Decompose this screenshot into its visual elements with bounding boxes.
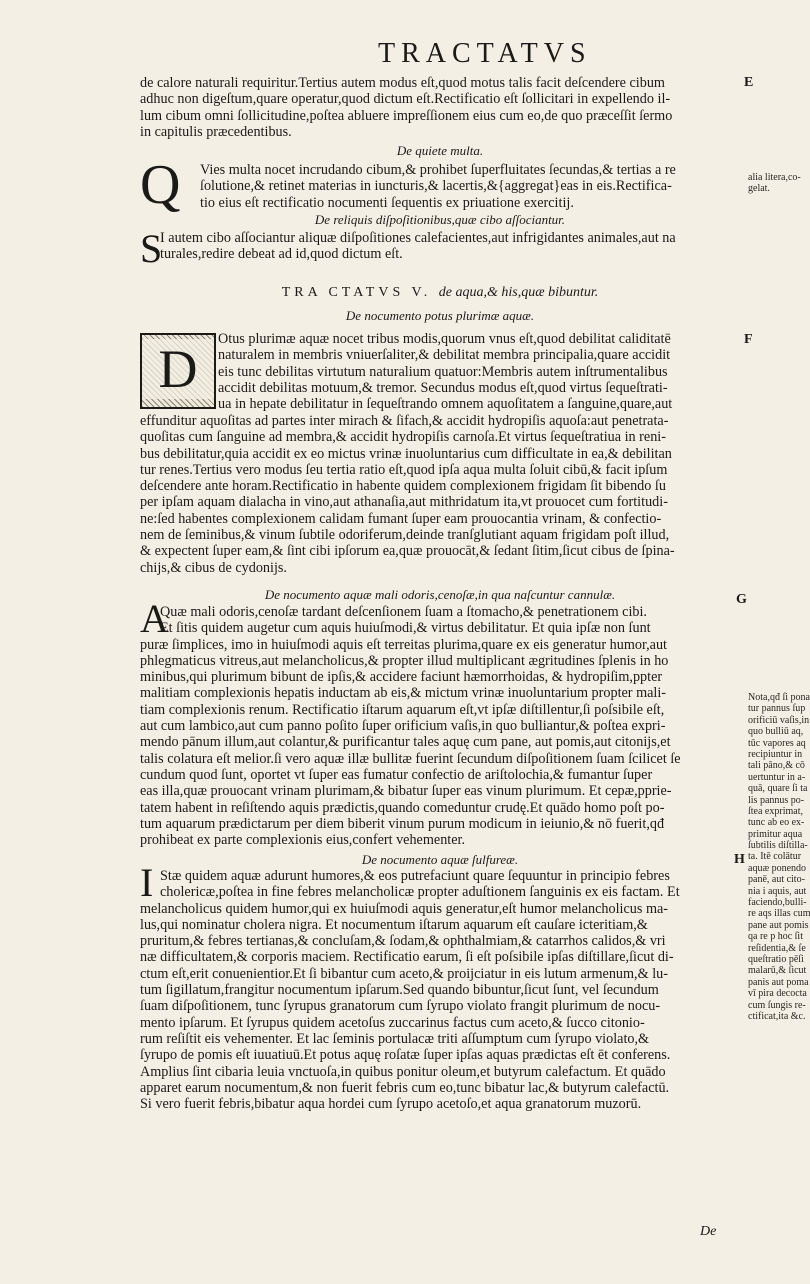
margin-note-line: alia litera,co- [748, 172, 801, 183]
margin-note-line: faciendo,bulli- [748, 897, 807, 909]
paragraph-potus [140, 413, 740, 576]
text-line: tum ſigillatum,frangitur nocumentum ipſarum.Sed quando bibuntur,ſicut ſunt, vel ſecundum [140, 982, 659, 999]
text-line: cholericæ,poſtea in fine febres melancholicæ propter aduſtionem ſanguinis ex eis factam. Et [160, 884, 680, 901]
text-line: rum reſiſtit eis vehementer. Et lac ſeminis portulacæ triti aſſumptum cum ſyrupo violato,& [140, 1030, 650, 1047]
margin-note-line: uertuntur in a- [748, 771, 806, 783]
text-line: prohibeat ex parte complexionis eius,confert vehementer. [140, 832, 466, 849]
decorated-initial-letter: D [142, 339, 214, 399]
text-line: bus debilitatur,quia accidit ex eo mictus vrinæ inuoluntarius cum difficultate in ea,& debilitan [140, 445, 672, 462]
text-line: mendo pānum illum,aut colantur,& purificantur tales aquę cum pane, aut pomis,aut citonijs,et [140, 734, 671, 751]
text-line: ua in hepate debilitatur in ſequeſtrando omnem aquoſitatem a ſanguine,quare,aut [218, 396, 673, 413]
margin-note-line: tur pannus ſup [748, 703, 806, 715]
text-line: ne:ſed habentes complexionem calidam fumant ſuper eam prouocantia vrinam, & confectio- [140, 510, 662, 527]
text-line: eas illa,quæ prouocant vrinam plurimam,& bibatur ſuper eas vinum plurimum. Et cepæ,pprie- [140, 783, 672, 800]
text-line: minibus,qui plurimum bibunt de ipſis,& accidere faciunt hæmorrhoidas, & hydropiſim,ppter [140, 669, 663, 686]
text-line: adhuc non digeſtum,quare operatur,quod dictum eſt.Rectificatio eſt ſollicitari in expellendo il- [140, 91, 671, 108]
text-line: mento ipſarum. Et ſyrupus quidem acetoſus zuccarinus factus cum aceto,& ſucco citonio- [140, 1014, 645, 1031]
text-line: per ipſam aquam dialacha in vino,aut athanaſia,aut mithridatum ita,vt prouocet cum fortitudi- [140, 494, 668, 511]
margin-letter-e: E [744, 75, 754, 90]
text-line: lus,qui nominatur cholera nigra. Et nocumentum iſtarum aquarum eſt cauſare icteritiam,& [140, 916, 648, 933]
text-line: cundum quod ſunt, oportet vt ſuper eas fumatur confectio de ariſtolochia,& fumantur ſuper [140, 766, 653, 783]
text-line: talis colatura eſt melior.ſi vero aquæ illæ bullitæ fuerint ſecundum diſpoſitionem ſuam ſcilicet ſe [140, 750, 681, 767]
section-heading-nocumento-aquae: De nocumento potus plurimæ aquæ. [345, 308, 535, 323]
margin-note-line: gelat. [748, 183, 770, 195]
text-line: Otus plurimæ aquæ nocet tribus modis,quorum vnus eſt,quod debilitat caliditatē [218, 331, 671, 347]
drop-capital-q: Q [140, 154, 181, 216]
margin-note-line: panis aut poma [748, 976, 809, 988]
drop-capital-a: A [140, 596, 169, 641]
margin-letter-f: F [744, 332, 753, 347]
drop-capital-i: I [140, 860, 154, 905]
text-line: tum aquarum prædictarum per diem biberit vinum purum modicum in ieiunio,& nō fuerit,qđ [140, 815, 665, 832]
text-line: naturalem in membris vniuerſaliter,& debilitat membra principalia,quare accidit [218, 347, 671, 364]
text-line: chijs,& cibus de cydonijs. [140, 559, 287, 576]
margin-note-line: qa re p hoc ſit [748, 931, 803, 943]
text-line: phlegmaticus vitreus,aut melancholicus,& propter illud multiplicant ægritudines ſplenis in ho [140, 652, 669, 669]
paragraph-continuation [140, 75, 740, 140]
paragraph-quiete [140, 154, 740, 216]
margin-note-line: ctificat,ita &c. [748, 1010, 806, 1022]
text-line: nem de ſeminibus,& vinum ſubtile odoriferum,deinde tranſglutiant aquam frigidam poſt illud, [140, 527, 670, 544]
text-line: tatem habent in reſiſtendo aquis prædictis,quando comeduntur crudę.Et quādo homo poſt po- [140, 799, 665, 816]
text-line: aut cum lambico,aut cum panno poſito ſuper orificium vaſis,in quo bulliantur,& poſtea expri- [140, 718, 666, 735]
margin-note-line: re aqs illas cum [748, 908, 810, 920]
text-line: ſolutione,& retinet materias in iuncturis,& lacertis,&{aggregat}eas in eis.Rectifica- [200, 178, 672, 195]
text-line: tur renes.Tertius vero modus ſeu tertia ratio eſt,quod ipſa aqua multa ſoluit cibū,& facit ipſum [140, 461, 668, 478]
text-line: puræ ſimplices, imo in huiuſmodi aquis eſt terreitas plurima,quare ex eis generatur humor,aut [140, 636, 667, 653]
text-line: Stæ quidem aquæ adurunt humores,& eos putrefaciunt quare ſequuntur in principio febres [160, 868, 670, 884]
text-line: & expectent ſuper eam,& ſint cibi ipſorum ea,quæ prouocāt,& ſedant ſitim,ſicut cibus de ſpina- [140, 543, 675, 560]
margin-note-line: tūc vapores aq [748, 737, 806, 749]
paragraph-reliquis [140, 230, 740, 263]
text-line: Et ſitis quidem augetur cum aquis huiuſmodi,& virtus debilitatur. Et quia ipſæ non ſunt [160, 620, 651, 637]
section-heading-quiete: De quiete multa. [396, 143, 484, 158]
margin-note-line: ta. Itē colātur [748, 851, 802, 863]
margin-note-line: orificiū vaſis,in [748, 714, 810, 726]
margin-letter-g: G [736, 592, 747, 607]
text-line: ſyrupo de pomis eſt iuuatiuū.Et potus aquę roſatæ ſuper ipſas aquas prædictas eſt ēt conferens. [140, 1047, 671, 1064]
text-line: Si vero fuerit febris,bibatur aqua hordei cum ſyrupo acetoſo,et aqua granatorum muzorū. [140, 1096, 642, 1113]
section-heading-mali-odoris: De nocumento aquæ mali odoris,cenoſæ,in qua naſcuntur cannulæ. [264, 587, 616, 602]
margin-note-line: malarū,& ſicut [748, 965, 807, 977]
margin-note-line: quā, quare ſi ta [748, 783, 808, 795]
margin-note-line: reſidentia,& ſe [748, 942, 806, 954]
catchword: De [700, 1224, 717, 1239]
text-line: tiam complexionis renum. Rectificatio iſtarum aquarum eſt,vt ipſæ diſtillentur,ſi poſsibile eſt, [140, 701, 665, 718]
margin-note-line: aquæ ponendo [748, 862, 807, 874]
text-line: Vies multa nocet incrudando cibum,& prohibet ſuperfluitates ſecundas,& tertias a re [200, 162, 676, 178]
text-line: ſuam diſpoſitionem, tunc ſyrupus granatorum cum ſyrupo violato frangit plurimum de nocu- [140, 998, 661, 1015]
tractatus-heading [140, 282, 740, 304]
text-line: turales,redire debeat ad id,quod dictum eſt. [160, 246, 403, 263]
text-line: in capitulis præcedentibus. [140, 123, 292, 140]
section-heading-reliquis: De reliquis diſpoſitionibus,quæ cibo aſſociantur. [314, 212, 566, 227]
text-line: tio eius eſt rectificatio nocumenti ſequentis ex priuatione exercitij. [200, 194, 574, 211]
text-line: næ difficultatem,& corporis maciem. Rectificatio earum, ſi eſt poſsibile ipſas diſtillare,ſicut di- [140, 949, 674, 966]
margin-note-line: vī pira decocta [748, 988, 807, 1000]
paragraph-potus-indented [140, 331, 740, 412]
margin-note-line: tali pāno,& cō [748, 760, 805, 772]
text-line: melancholicus quidem humor,qui ex huiuſmodi aquis generatur,eſt humor melancholicus ma- [140, 900, 669, 917]
text-line: lum cibum omni ſollicitudine,poſtea abluere impreſſionem eius cum eo,de quo præceſſit ſermo [140, 107, 673, 124]
margin-note-line: ſtea exprimat, [748, 805, 803, 817]
section-heading-sulfureae: De nocumento aquæ ſulfureæ. [361, 852, 519, 867]
paragraph-sulfureae [140, 860, 740, 1113]
margin-note-line: quo bulliū aq, [748, 726, 804, 738]
text-line: ctum eſt,erit conuenientior.Et ſi bibantur cum aceto,& proijciatur in eis lutum armenum,& lu- [140, 965, 668, 982]
margin-note-line: Nota,qđ ſi pona [748, 692, 810, 703]
text-line: pruritum,& febres tertianas,& concluſam,& ſodam,& ophthalmiam,& catarrhos calidos,& vri [140, 933, 666, 950]
margin-note-distillation [748, 692, 810, 1022]
margin-note-line: primitur aqua [748, 828, 803, 840]
margin-note-line: ſubtilis diſtilla- [748, 840, 808, 852]
tractatus-number: TRA CTATVS V. [281, 285, 432, 300]
margin-note-line: pane aut pomis [748, 919, 809, 931]
margin-note-line: recipiuntur in [748, 748, 803, 760]
margin-note-alia-litera [748, 172, 801, 195]
text-line: accidit debilitas motuum,& tremor. Secundus modus eſt,quod virtus ſequeſtrati- [218, 379, 668, 396]
margin-letter-h: H [734, 852, 745, 867]
margin-note-line: queſtratio pēſi [748, 953, 804, 965]
text-line: Amplius ſint cibaria leuia vnctuoſa,in quibus ponitur oleum,et butyrum calefactum. Et quādo [140, 1063, 666, 1080]
paragraph-mali-odoris [140, 596, 740, 849]
text-line: malitiam complexionis hepatis inductam ab eis,& mictum vrinæ inuoluntarium propter mali- [140, 685, 667, 702]
margin-note-line: lis pannus po- [748, 794, 805, 806]
text-line: eis tunc debilitas virtutum naturalium quatuor:Membris autem inſtrumentalibus [218, 363, 668, 380]
text-line: Quæ mali odoris,cenoſæ tardant deſcenſionem ſuam a ſtomacho,& penetrationem cibi. [160, 604, 647, 620]
text-line: deſcendere ante horam.Rectificatio in habente quidem complexionem frigidam ſit bibendo ſu [140, 478, 666, 495]
margin-note-line: panē, aut cito- [748, 874, 805, 886]
margin-note-line: cum ſungis re- [748, 999, 806, 1011]
text-line: I autem cibo aſſociantur aliquæ diſpoſitiones calefacientes,aut infrigidantes animales,aut na [160, 230, 676, 246]
margin-note-line: tunc ab eo ex- [748, 817, 805, 829]
tractatus-subject: de aqua,& his,quæ bibuntur. [438, 285, 599, 300]
margin-note-line: nia i aquis, aut [748, 885, 807, 897]
text-line: de calore naturali requiritur.Tertius autem modus eſt,quod motus talis facit deſcendere cibum [140, 75, 665, 91]
text-line: apparet earum nocumentum,& non fuerit febris cum eo,tunc bibatur lac,& butyrum calefactū. [140, 1079, 670, 1096]
text-line: quoſitas cum ſanguine ad membra,& accidit hydropiſis carnoſa.Et virtus ſequeſtratiua in reni- [140, 429, 666, 446]
text-line: effunditur aquoſitas ad partes inter mirach & ſifach,& accidit hydropiſis aquoſa:aut penetrata- [140, 413, 669, 429]
running-header: TRACTATVS [378, 38, 592, 69]
drop-capital-s: S [140, 226, 163, 271]
